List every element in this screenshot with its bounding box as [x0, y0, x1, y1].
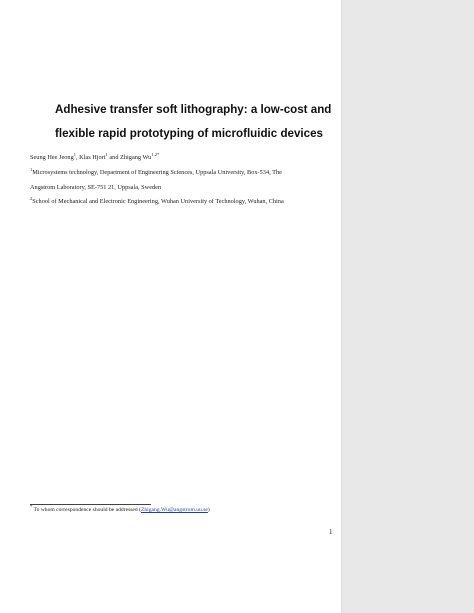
- comment-margin-panel: [341, 0, 474, 613]
- author-separator: and: [107, 154, 121, 161]
- footnote-mark: *: [30, 504, 33, 510]
- author-affiliation-mark: 1: [73, 151, 76, 157]
- author-name: Seung Hee Jeong: [30, 154, 74, 161]
- affiliation-2: [30, 195, 284, 205]
- footnote-text: To whom correspondence should be addressed (: [32, 507, 141, 513]
- author-separator: ,: [75, 154, 80, 161]
- author-name: Klas Hjort: [79, 154, 106, 161]
- correspondence-footnote: [30, 504, 210, 513]
- page-number: 1: [329, 528, 333, 536]
- author-list: [30, 151, 160, 161]
- paper-title-line-2: flexible rapid prototyping of microfluidic devices: [55, 127, 323, 140]
- affiliation-1-line-1: Microsystems technology, Department of Engineering Sciences, Uppsala University, Box-534, The: [32, 169, 282, 176]
- correspondence-email-link[interactable]: Zhigang.Wu@angstrom.uu.se: [140, 507, 208, 513]
- affiliation-1: [30, 166, 282, 176]
- author-affiliation-mark: 1: [105, 151, 108, 157]
- paper-title-line-1: Adhesive transfer soft lithography: a low-cost and: [55, 103, 332, 116]
- footnote-close: ): [207, 507, 210, 513]
- footnote-divider: [30, 504, 151, 505]
- affiliation-1-line-2: Angstrom Laboratory, SE-751 21, Uppsala, Sweden: [30, 184, 162, 191]
- author-name: Zhigang Wu: [120, 154, 152, 161]
- affiliation-2-text: School of Mechanical and Electronic Engineering, Wuhan University of Technology, Wuhan, China: [32, 198, 284, 205]
- affiliation-mark: 1: [30, 166, 33, 172]
- author-affiliation-mark: 1,2*: [151, 151, 160, 157]
- affiliation-mark: 2: [30, 195, 33, 201]
